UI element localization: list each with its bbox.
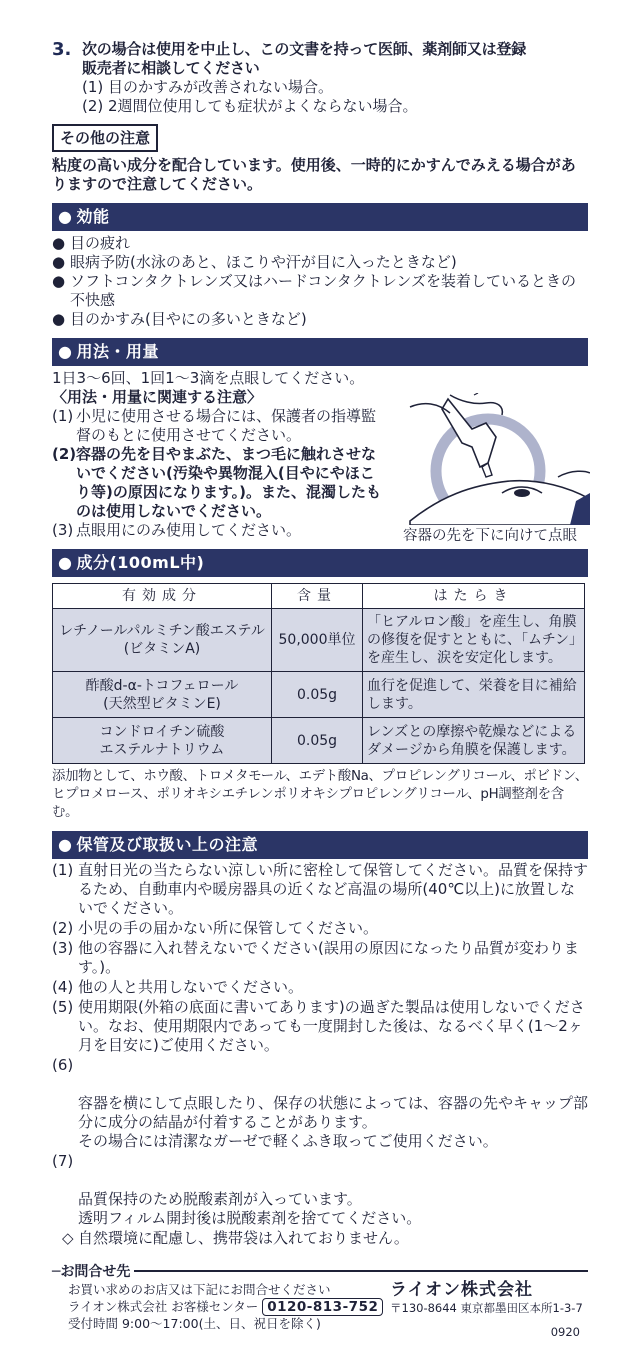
contact-info xyxy=(52,1282,588,1342)
eye-drop-illustration xyxy=(390,393,590,545)
storage-list xyxy=(52,861,588,1248)
table-header: 含量 xyxy=(272,584,363,609)
company-address: 〒130-8644 東京都墨田区本所1-3-7 xyxy=(390,1301,583,1315)
section-3 xyxy=(52,40,588,116)
ingredient-function: レンズとの摩擦や乾燥などによるダメージから角膜を保護します。 xyxy=(363,718,585,764)
contact-instruction: お買い求めのお店又は下記にお問合せください xyxy=(68,1282,331,1297)
phone-number: 0120-813-752 xyxy=(262,1298,383,1316)
additives-text: 添加物として、ホウ酸、トロメタモール、エデト酸Na、プロピレングリコール、ポビドン、ヒプロメロース、ポリオキシエチレンポリオキシプロピレングリコール、pH調整剤を含む。 xyxy=(52,769,588,820)
list-item: (5) 使用期限(外箱の底面に書いてあります)の過ぎた製品は使用しないでください。なお、使用期限内であっても一度開封した後は、なるべく早く(1〜2ヶ月を目安に)ご使用ください。 xyxy=(52,998,585,1054)
company-name: ライオン株式会社 xyxy=(390,1280,533,1300)
efficacy-list xyxy=(52,234,588,329)
usage-note: (1) 小児に使用させる場合には、保護者の指導監督のもとに使用させてください。 xyxy=(52,407,377,444)
usage-header: ● 用法・用量 xyxy=(52,338,588,366)
bullet-icon: ● xyxy=(58,207,73,226)
ingredient-name: 酢酸d-α-トコフェロール (天然型ビタミンE) xyxy=(53,672,272,718)
section-3-number: 3. xyxy=(52,39,72,60)
ingredient-function: 「ヒアルロン酸」を産生し、角膜の修復を促すとともに、「ムチン」を産生し、涙を安定化します。 xyxy=(363,609,585,672)
list-item: (7) 品質保持のため脱酸素剤が入っています。 透明フィルム開封後は脱酸素剤を捨ててください。 xyxy=(52,1152,422,1227)
illustration-caption: 容器の先を下に向けて点眼 xyxy=(403,528,577,544)
list-item: (3) 他の容器に入れ替えないでください(誤用の原因になったり品質が変わります。)。 xyxy=(52,939,579,976)
table-row xyxy=(53,609,585,672)
list-item: ● ソフトコンタクトレンズ又はハードコンタクトレンズを装着しているときの不快感 xyxy=(52,272,588,310)
eye-drop-icon xyxy=(390,393,590,525)
ingredients-header: ● 成分(100mL中) xyxy=(52,549,588,577)
bullet-icon: ● xyxy=(58,835,73,854)
usage-dosage: 1日3〜6回、1回1〜3滴を点眼してください。 xyxy=(52,369,365,387)
table-row xyxy=(53,718,585,764)
list-item: (1) 直射日光の当たらない涼しい所に密栓して保管してください。品質を保持するため、自動車内や暖房器具の近くなど高温の場所(40℃以上)に放置しないでください。 xyxy=(52,861,589,917)
contact-label: ─お問合せ先 xyxy=(52,1261,134,1281)
other-notes-label: その他の注意 xyxy=(52,124,158,152)
list-item: ● 眼病予防(水泳のあと、ほこりや汗が目に入ったときなど) xyxy=(52,253,588,272)
section-3-item: (1) 目のかすみが改善されない場合。 xyxy=(82,78,334,96)
section-3-heading: 次の場合は使用を中止し、この文書を持って医師、薬剤師又は登録 販売者に相談してください xyxy=(82,40,527,77)
ingredients-table xyxy=(52,583,585,764)
ingredient-name: コンドロイチン硫酸 エステルナトリウム xyxy=(53,718,272,764)
list-item: ◇ 自然環境に配慮し、携帯袋は入れておりません。 xyxy=(62,1229,409,1247)
storage-header: ● 保管及び取扱い上の注意 xyxy=(52,831,588,859)
contact-heading xyxy=(52,1262,588,1278)
bullet-icon: ● xyxy=(58,553,73,572)
efficacy-header: ● 効能 xyxy=(52,203,588,231)
usage-section xyxy=(52,369,588,544)
usage-notes-title: 〈用法・用量に関連する注意〉 xyxy=(52,388,263,406)
list-item: (2) 小児の手の届かない所に保管してください。 xyxy=(52,919,379,937)
other-notes-text: 粘度の高い成分を配合しています。使用後、一時的にかすんでみえる場合がありますので注意してください。 xyxy=(52,156,576,193)
list-item: (6) 容器を横にして点眼したり、保存の状態によっては、容器の先やキャップ部分に成分の結晶が付着することがあります。 その場合には清潔なガーゼで軽くふき取ってご使用ください。 xyxy=(52,1056,589,1150)
reception-hours: 受付時間 9:00〜17:00(土、日、祝日を除く) xyxy=(68,1316,321,1331)
bullet-icon: ● xyxy=(58,342,73,361)
usage-note: (2) 容器の先を目やまぶた、まつ毛に触れさせないでください(汚染や異物混入(目やにやほこり等)の原因になります。)。また、混濁したものは使用しないでください。 xyxy=(52,445,382,520)
leaflet-page xyxy=(52,40,588,1342)
list-item: (4) 他の人と共用しないでください。 xyxy=(52,978,304,996)
table-header: 有効成分 xyxy=(53,584,272,609)
customer-center: ライオン株式会社 お客様センター 0120-813-752 xyxy=(68,1298,388,1316)
list-item: ● 目のかすみ(目やにの多いときなど) xyxy=(52,310,588,329)
section-3-item: (2) 2週間位使用しても症状がよくならない場合。 xyxy=(82,97,418,115)
ingredient-amount: 0.05g xyxy=(272,718,363,764)
table-header: はたらき xyxy=(363,584,585,609)
document-code: 0920 xyxy=(550,1325,580,1339)
ingredient-amount: 0.05g xyxy=(272,672,363,718)
ingredient-function: 血行を促進して、栄養を目に補給します。 xyxy=(363,672,585,718)
table-row xyxy=(53,672,585,718)
list-item: ● 目の疲れ xyxy=(52,234,588,253)
ingredient-amount: 50,000単位 xyxy=(272,609,363,672)
table-header-row xyxy=(53,584,585,609)
usage-note: (3) 点眼用にのみ使用してください。 xyxy=(52,521,302,539)
ingredient-name: レチノールパルミチン酸エステル (ビタミンA) xyxy=(53,609,272,672)
